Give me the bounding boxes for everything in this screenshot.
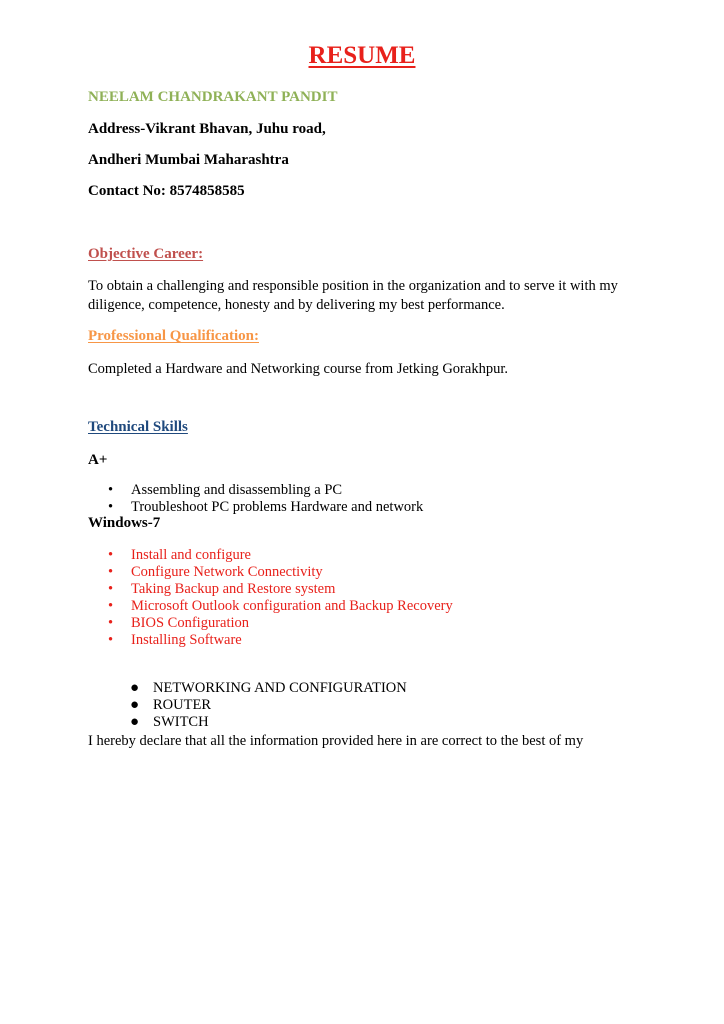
bullet-icon: • (108, 581, 114, 597)
a-plus-label: A+ (88, 452, 108, 468)
bullet-icon: • (108, 598, 114, 614)
bullet-icon: ● (130, 697, 140, 713)
address-line-1: Address-Vikrant Bhavan, Juhu road, (88, 121, 326, 137)
resume-title: RESUME (308, 42, 416, 69)
bullet-icon: • (108, 482, 114, 498)
qualification-text: Completed a Hardware and Networking course from Jetking Gorakhpur. (88, 361, 508, 377)
bullet-icon: • (108, 564, 114, 580)
bullet-icon: ● (130, 714, 140, 730)
bullet-icon: • (108, 547, 114, 563)
bullet-icon: • (108, 499, 114, 515)
candidate-name: NEELAM CHANDRAKANT PANDIT (88, 89, 338, 105)
qualification-heading: Professional Qualification: (88, 328, 259, 344)
technical-skills-heading: Technical Skills (88, 419, 188, 435)
bullet-icon: • (108, 615, 114, 631)
objective-text: To obtain a challenging and responsible position in the organization and to serve it with my diligence, competence, honesty and by delivering my best performance. (88, 278, 618, 313)
declaration-text: I hereby declare that all the information provided here in are correct to the best of my (88, 733, 584, 749)
objective-heading: Objective Career: (88, 246, 204, 262)
bullet-icon: ● (130, 680, 140, 696)
windows-label: Windows-7 (88, 515, 161, 531)
address-line-2: Andheri Mumbai Maharashtra (88, 152, 289, 168)
bullet-icon: • (108, 632, 114, 648)
contact-number: Contact No: 8574858585 (88, 183, 245, 199)
